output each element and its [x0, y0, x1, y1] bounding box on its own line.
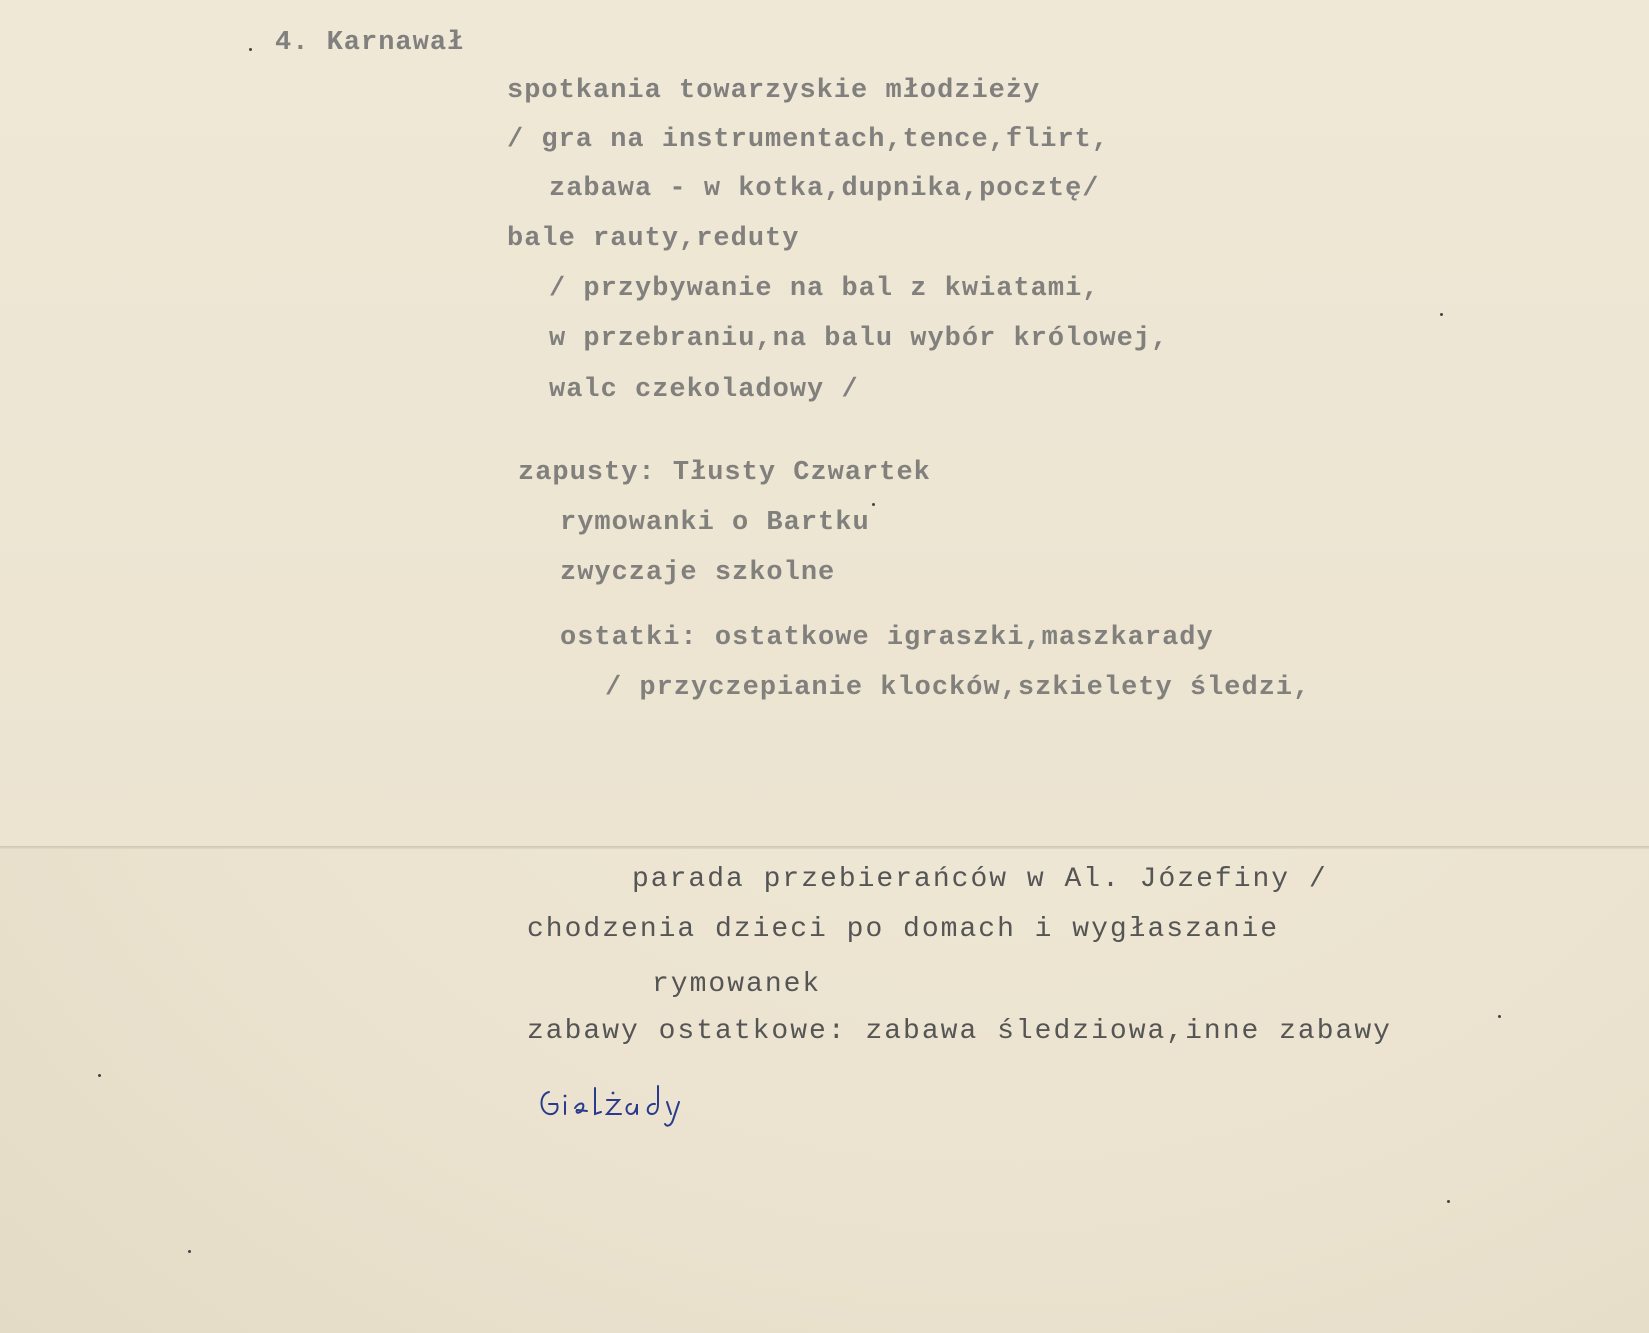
paper-speck — [1447, 1200, 1450, 1203]
text-line: w przebraniu,na balu wybór królowej, — [549, 324, 1169, 354]
text-line: chodzenia dzieci po domach i wygłaszanie — [527, 914, 1280, 945]
paper-speck — [1498, 1015, 1501, 1018]
paper-speck — [188, 1250, 191, 1253]
paper-speck — [249, 48, 252, 51]
text-line: zabawa - w kotka,dupnika,pocztę/ — [549, 174, 1100, 204]
paper-speck — [98, 1074, 101, 1077]
text-line: parada przebierańców w Al. Józefiny / — [632, 864, 1328, 895]
text-line: / przybywanie na bal z kwiatami, — [549, 274, 1100, 304]
paper-speck — [872, 503, 875, 506]
text-line: zapusty: Tłusty Czwartek — [518, 458, 931, 488]
text-line: rymowanki o Bartku — [560, 508, 870, 538]
text-line: zabawy ostatkowe: zabawa śledziowa,inne zabawy — [527, 1016, 1392, 1047]
paper-speck — [1440, 313, 1443, 316]
page-fold-line — [0, 846, 1649, 849]
text-line: bale rauty,reduty — [507, 224, 800, 254]
text-line: / przyczepianie klocków,szkielety śledzi, — [605, 673, 1311, 703]
text-line: zwyczaje szkolne — [560, 558, 836, 588]
handwritten-signature — [535, 1070, 705, 1130]
text-line: rymowanek — [652, 969, 822, 1000]
text-line: / gra na instrumentach,tence,flirt, — [507, 125, 1110, 155]
section-heading: 4. Karnawał — [275, 28, 465, 58]
text-line: spotkania towarzyskie młodzieży — [507, 76, 1041, 106]
text-line: walc czekoladowy / — [549, 375, 859, 405]
text-line: ostatki: ostatkowe igraszki,maszkarady — [560, 623, 1214, 653]
